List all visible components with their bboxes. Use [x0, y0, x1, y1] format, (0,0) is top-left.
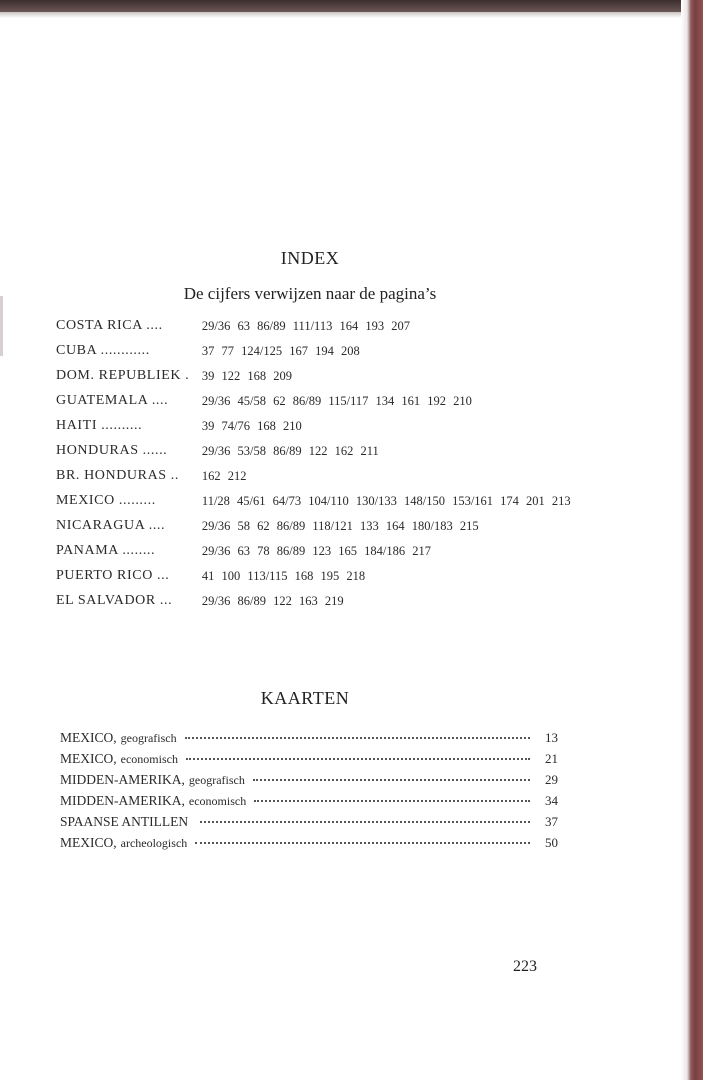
index-entry: [56, 516, 616, 535]
index-entry-pages: 39 122 168 209: [201, 369, 293, 383]
kaart-page-number: 13: [545, 730, 558, 745]
index-entry-pages: 11/28 45/61 64/73 104/110 130/133 148/150 153/161 174 201 213: [201, 494, 571, 508]
kaart-title: MEXICO,: [60, 835, 117, 850]
index-heading: INDEX: [280, 248, 340, 268]
index-entry-name: DOM. REPUBLIEK .: [56, 368, 190, 383]
index-entry-name: PANAMA ........: [56, 543, 156, 558]
dot-leader: [253, 779, 530, 781]
kaart-entry: [60, 772, 558, 793]
index-entry-name: CUBA ............: [56, 343, 150, 358]
index-entry-pages: 29/36 53/58 86/89 122 162 211: [201, 444, 379, 458]
index-entry: [56, 466, 616, 485]
index-entry: [56, 566, 616, 585]
kaart-page-number: 37: [545, 814, 558, 829]
book-cover-edge: [681, 0, 703, 1080]
index-entry-pages: 29/36 58 62 86/89 118/121 133 164 180/183 215: [201, 519, 479, 533]
index-entry-pages: 29/36 86/89 122 163 219: [201, 594, 344, 608]
index-entry-pages: 29/36 45/58 62 86/89 115/117 134 161 192 210: [201, 394, 472, 408]
index-entry: [56, 316, 616, 335]
kaart-subtitle: economisch: [120, 752, 178, 766]
dot-leader: [200, 821, 530, 823]
index-entry-name: HONDURAS ......: [56, 443, 168, 458]
index-entry: [56, 441, 616, 460]
kaart-subtitle: economisch: [188, 794, 247, 808]
dot-leader: [186, 758, 530, 760]
index-entry-name: PUERTO RICO ...: [56, 568, 170, 583]
index-subtitle: De cijfers verwijzen naar de pagina’s: [183, 284, 437, 303]
index-entry: [56, 541, 616, 560]
kaart-subtitle: geografisch: [120, 731, 177, 745]
kaart-page-number: 34: [545, 793, 558, 808]
dot-leader: [185, 737, 530, 739]
kaart-page-number: 21: [545, 751, 558, 766]
index-entry: [56, 366, 616, 385]
kaart-title: MEXICO,: [60, 730, 117, 745]
kaart-entry: [60, 751, 558, 772]
index-entry-name: GUATEMALA ....: [56, 393, 169, 408]
kaart-entry: [60, 793, 558, 814]
index-entry-name: BR. HONDURAS ..: [56, 468, 179, 483]
index-entry-pages: 37 77 124/125 167 194 208: [201, 344, 360, 358]
index-entry-name: EL SALVADOR ...: [56, 593, 173, 608]
kaart-title: MIDDEN-AMERIKA,: [60, 772, 185, 787]
dot-leader: [254, 800, 530, 802]
kaart-entry: [60, 730, 558, 751]
page-number: 223: [513, 958, 537, 975]
kaarten-heading: KAARTEN: [260, 688, 350, 708]
index-entry: [56, 591, 616, 610]
index-entry-pages: 162 212: [201, 469, 247, 483]
index-entry-name: NICARAGUA ....: [56, 518, 166, 533]
kaart-page-number: 50: [545, 835, 558, 850]
index-entry: [56, 416, 616, 435]
kaart-entry: [60, 814, 558, 835]
kaart-page-number: 29: [545, 772, 558, 787]
index-entry-name: HAITI ..........: [56, 418, 143, 433]
kaart-title: SPAANSE ANTILLEN: [60, 814, 189, 829]
dot-leader: [195, 842, 530, 844]
index-entry: [56, 391, 616, 410]
kaart-title: MEXICO,: [60, 751, 117, 766]
index-entry-name: MEXICO .........: [56, 493, 156, 508]
kaart-entry: [60, 835, 558, 856]
kaart-subtitle: archeologisch: [120, 836, 188, 850]
index-entry: [56, 491, 616, 510]
kaart-subtitle: geografisch: [188, 773, 245, 787]
index-entry: [56, 341, 616, 360]
index-entry-pages: 39 74/76 168 210: [201, 419, 302, 433]
index-entry-pages: 29/36 63 78 86/89 123 165 184/186 217: [201, 544, 431, 558]
kaart-title: MIDDEN-AMERIKA,: [60, 793, 185, 808]
index-entry-pages: 29/36 63 86/89 111/113 164 193 207: [201, 319, 410, 333]
index-list: [56, 316, 616, 616]
kaarten-list: [60, 730, 558, 856]
index-entry-pages: 41 100 113/115 168 195 218: [201, 569, 366, 583]
index-entry-name: COSTA RICA ....: [56, 318, 163, 333]
